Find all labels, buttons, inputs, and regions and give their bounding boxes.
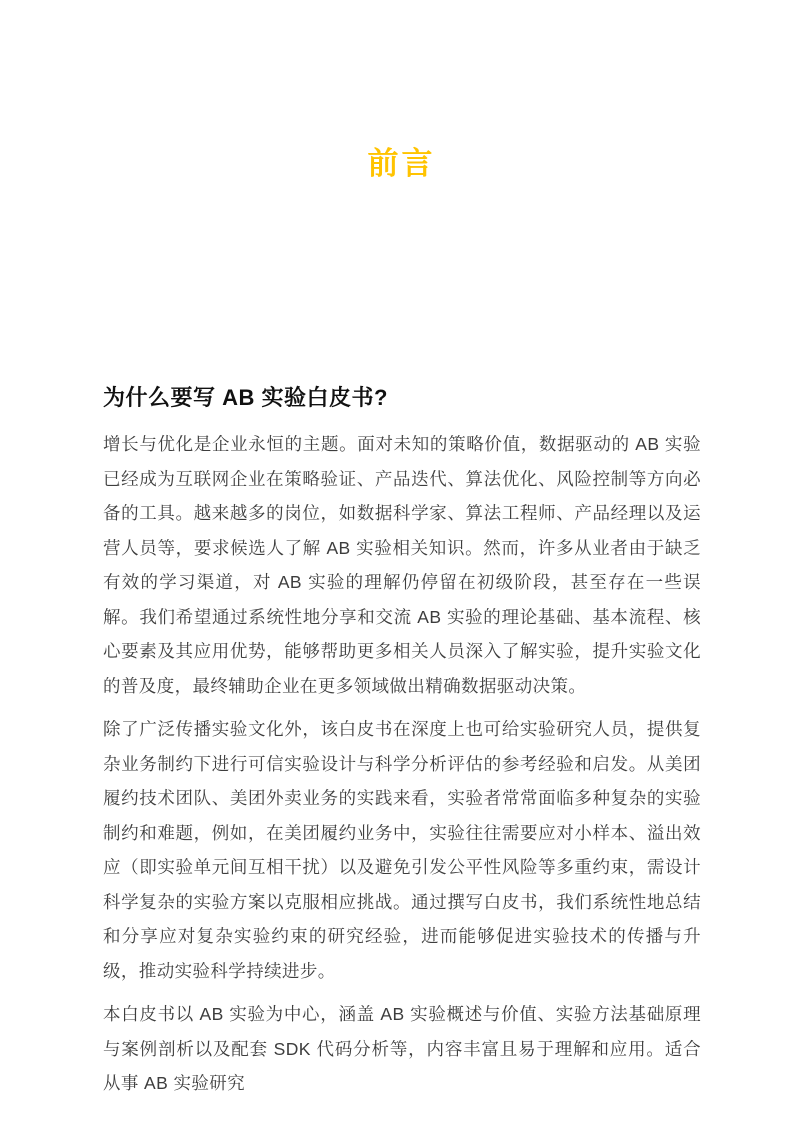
body-paragraph: 增长与优化是企业永恒的主题。面对未知的策略价值，数据驱动的 AB 实验已经成为互联网企业在策略验证、产品迭代、算法优化、风险控制等方向必备的工具。越来越多的岗位，如数据科学家、算法工程师、产品经理以及运营人员等，要求候选人了解 AB 实验相关知识。然而，许多从业者由于缺乏有效的学习渠道，对 AB 实验的理解仍停留在初级阶段，甚至存在一些误解。我们希望通过系统性地分享和交流 AB 实验的理论基础、基本流程、核心要素及其应用优势，能够帮助更多相关人员深入了解实验，提升实验文化的普及度，最终辅助企业在更多领域做出精确数据驱动决策。: [103, 434, 701, 696]
page-title: 前言: [367, 146, 436, 181]
body-paragraph: 本白皮书以 AB 实验为中心，涵盖 AB 实验概述与价值、实验方法基础原理与案例剖析以及配套 SDK 代码分析等，内容丰富且易于理解和应用。适合从事 AB 实验研究: [103, 1004, 701, 1093]
body-text-block: [103, 427, 701, 1110]
body-paragraph: 除了广泛传播实验文化外，该白皮书在深度上也可给实验研究人员，提供复杂业务制约下进行可信实验设计与科学分析评估的参考经验和启发。从美团履约技术团队、美团外卖业务的实践来看，实验者常常面临多种复杂的实验制约和难题，例如，在美团履约业务中，实验往往需要应对小样本、溢出效应（即实验单元间互相干扰）以及避免引发公平性风险等多重约束，需设计科学复杂的实验方案以克服相应挑战。通过撰写白皮书，我们系统性地总结和分享应对复杂实验约束的研究经验，进而能够促进实验技术的传播与升级，推动实验科学持续进步。: [103, 719, 701, 981]
section-heading: 为什么要写 AB 实验白皮书?: [103, 385, 388, 410]
